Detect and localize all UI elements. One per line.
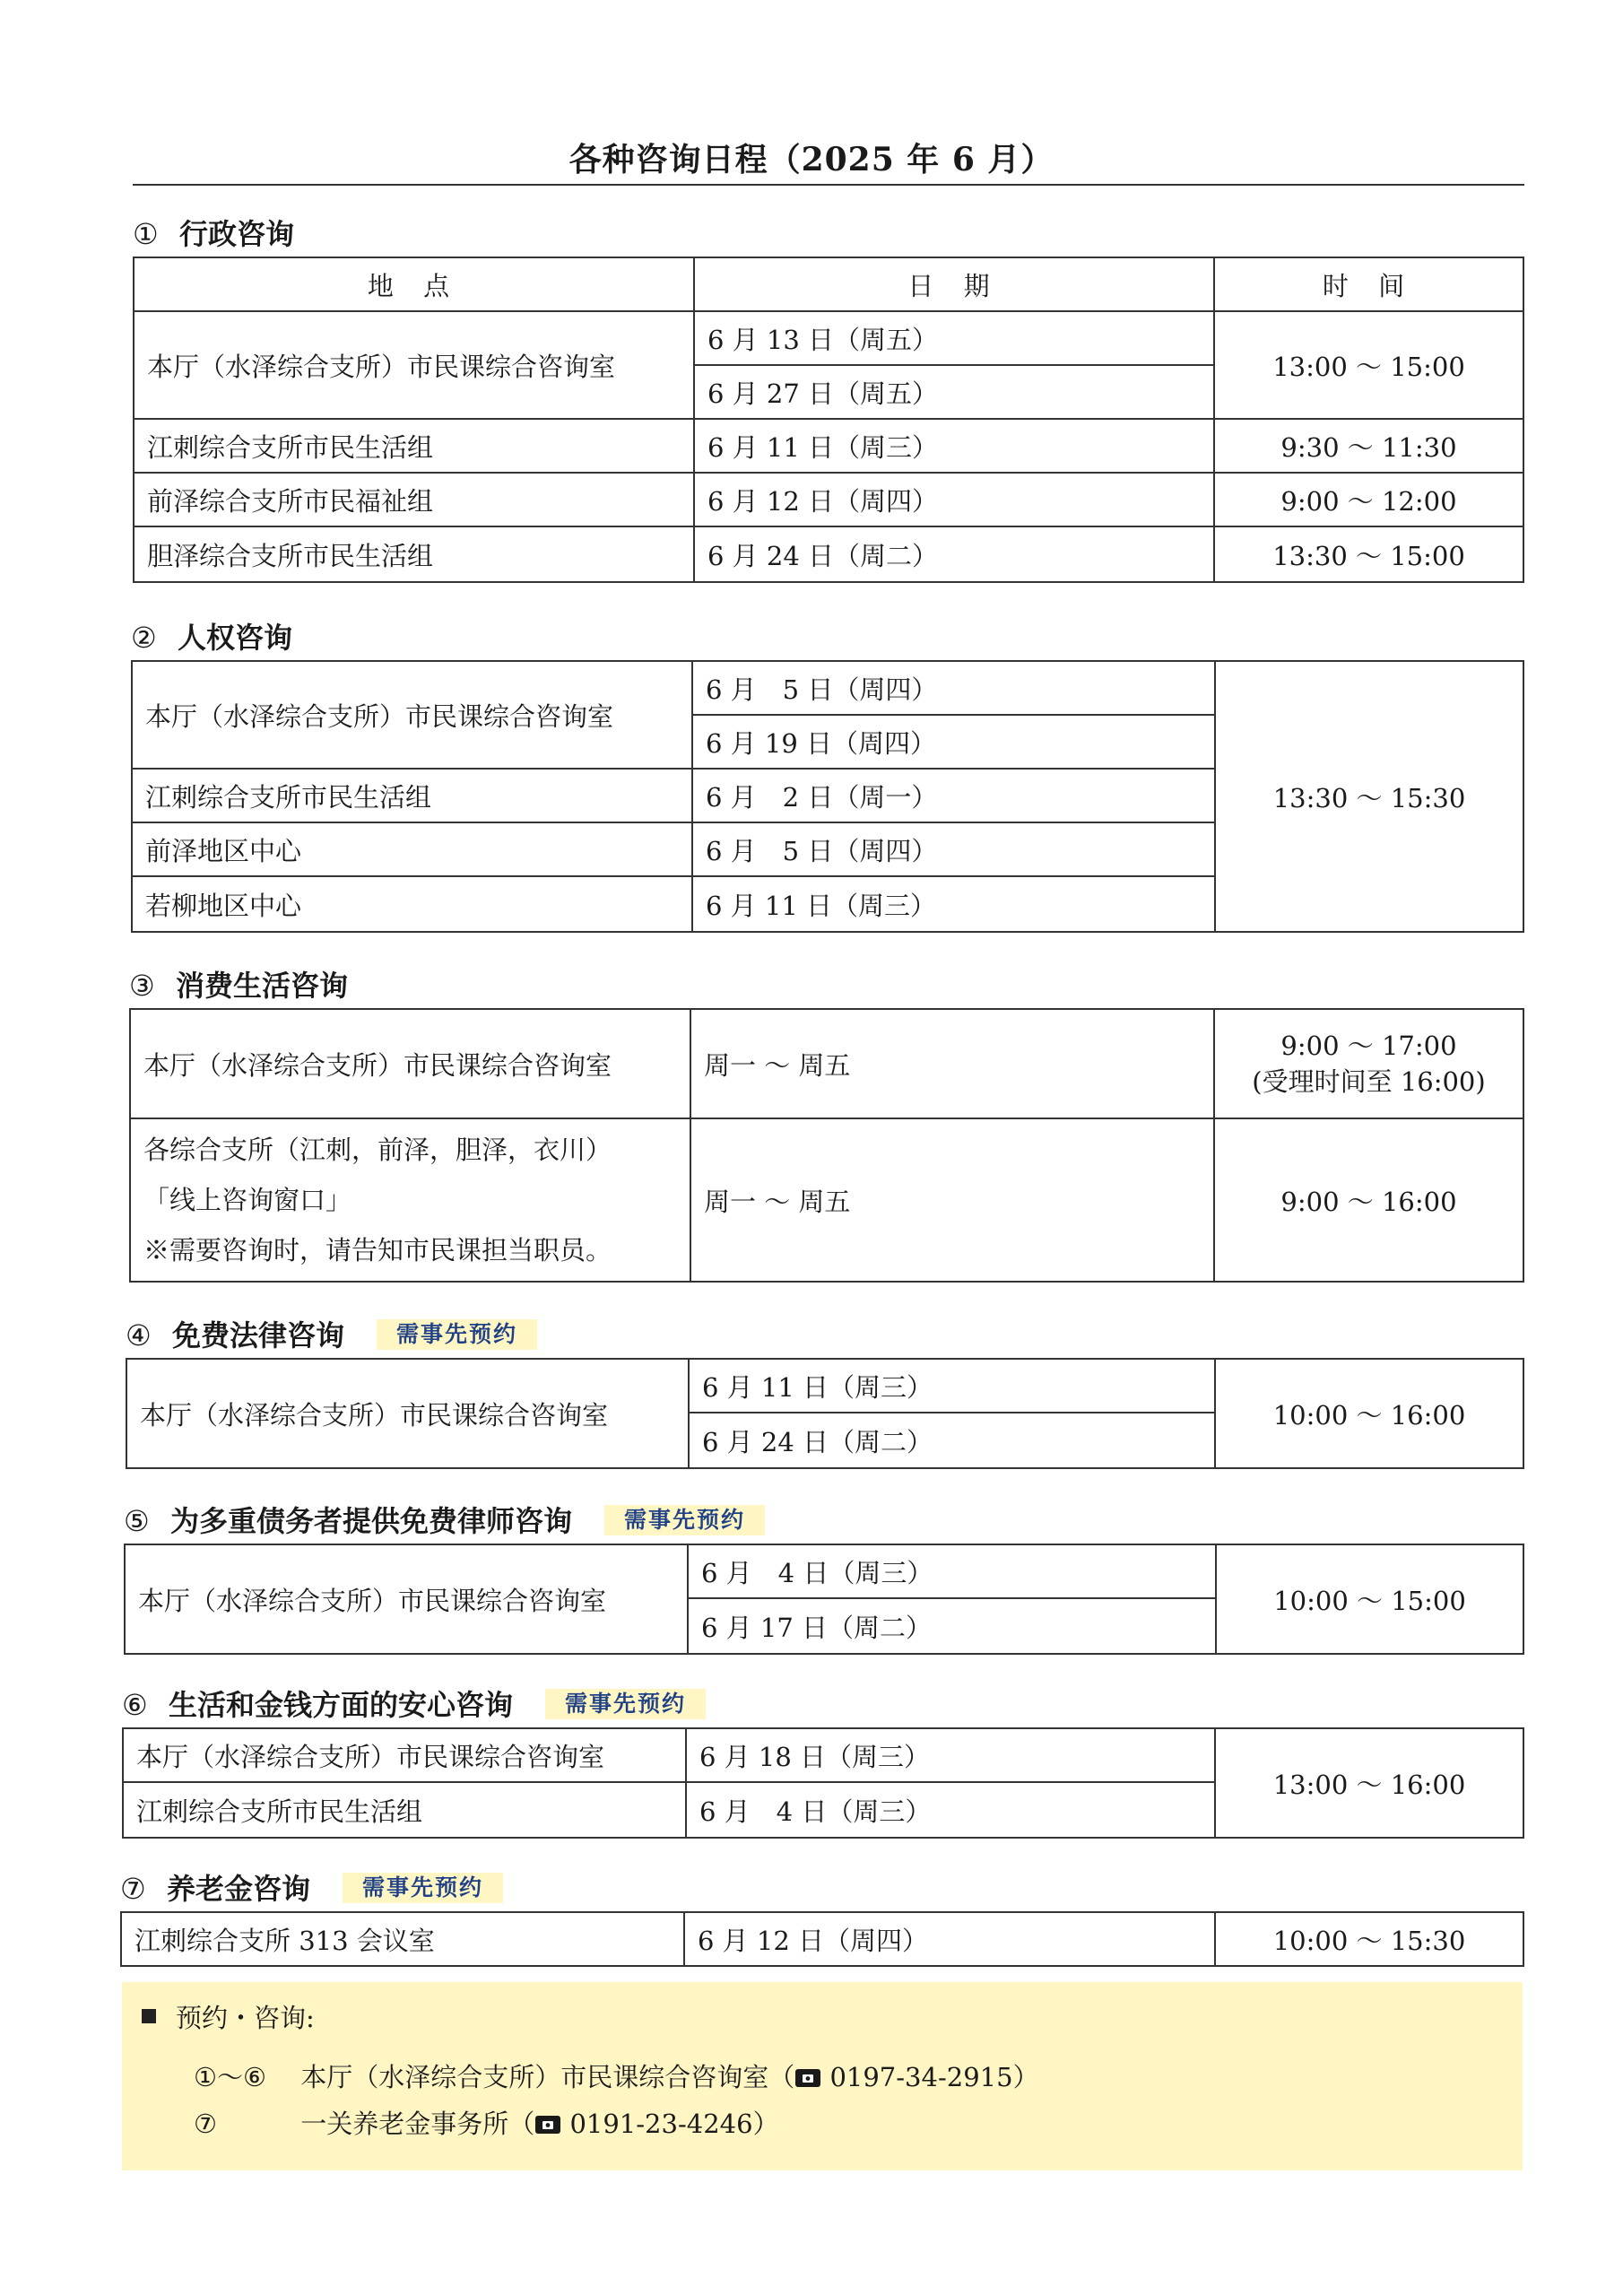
- section-title: 养老金咨询: [167, 1872, 311, 1906]
- date-cell: 6 月 19 日（周四）: [692, 715, 1215, 769]
- section-number: ⑥: [122, 1688, 148, 1722]
- time-cell: 9:00 ～ 12:00: [1214, 473, 1523, 526]
- time-cell: 10:00 ～ 16:00: [1215, 1359, 1523, 1468]
- contact-scope: ⑦: [194, 2109, 217, 2139]
- date-cell: 6 月 24 日（周二）: [694, 526, 1214, 582]
- time-cell: 13:00 ～ 15:00: [1214, 311, 1523, 419]
- date-cell: 6 月 13 日（周五）: [694, 311, 1214, 365]
- section-heading: [124, 1499, 1524, 1544]
- phone-icon: [534, 2115, 561, 2135]
- time-cell: 13:30 ～ 15:00: [1214, 526, 1523, 582]
- section-5: [124, 1499, 1524, 1655]
- schedule-table: [129, 1008, 1524, 1283]
- time-value: 9:00 ～ 17:00: [1280, 1031, 1457, 1061]
- reservation-badge: 需事先预约: [377, 1319, 537, 1350]
- time-cell: 10:00 ～ 15:30: [1215, 1912, 1523, 1966]
- contact-phone: 0197-34-2915: [829, 2062, 1013, 2092]
- date-cell: 6 月 11 日（周三）: [692, 876, 1215, 932]
- section-7: [120, 1866, 1524, 1967]
- date-cell: 周一 ～ 周五: [690, 1009, 1214, 1118]
- section-title: 人权咨询: [178, 621, 293, 655]
- contact-heading-text: 预约・咨询:: [176, 2003, 315, 2033]
- section-title: 行政咨询: [179, 217, 295, 251]
- place-cell: 江刺综合支所市民生活组: [134, 419, 694, 473]
- contact-heading: [142, 1998, 315, 2035]
- place-cell: [130, 1118, 690, 1282]
- square-bullet-icon: [142, 2009, 156, 2023]
- place-cell: 本厅（水泽综合支所）市民课综合咨询室: [126, 1359, 689, 1468]
- time-note: (受理时间至 16:00): [1252, 1066, 1486, 1097]
- section-number: ⑦: [120, 1872, 146, 1906]
- section-6: [122, 1683, 1524, 1839]
- section-1: [133, 212, 1524, 583]
- place-cell: 本厅（水泽综合支所）市民课综合咨询室: [125, 1544, 688, 1654]
- section-3: [129, 963, 1524, 1283]
- date-cell: 6 月 5 日（周四）: [692, 661, 1215, 715]
- time-cell: [1214, 1009, 1523, 1118]
- place-line: 「线上咨询窗口」: [143, 1185, 352, 1215]
- contact-line-2: [194, 2104, 779, 2141]
- contact-office: 本厅（水泽综合支所）市民课综合咨询室（: [300, 2062, 795, 2092]
- title-divider: [133, 184, 1524, 186]
- time-cell: 10:00 ～ 15:00: [1216, 1544, 1523, 1654]
- date-cell: 6 月 18 日（周三）: [686, 1728, 1215, 1782]
- section-title: 消费生活咨询: [176, 969, 349, 1003]
- place-cell: 江刺综合支所 313 会议室: [121, 1912, 684, 1966]
- place-cell: 胆泽综合支所市民生活组: [134, 526, 694, 582]
- date-cell: 6 月 11 日（周三）: [689, 1359, 1215, 1413]
- section-heading: [120, 1866, 1524, 1911]
- date-cell: 周一 ～ 周五: [690, 1118, 1214, 1282]
- reservation-badge: 需事先预约: [604, 1505, 765, 1535]
- phone-icon: [794, 2068, 821, 2088]
- place-line: 各综合支所（江刺，前泽，胆泽，衣川）: [143, 1135, 612, 1165]
- schedule-table: [122, 1727, 1524, 1839]
- schedule-table: [126, 1358, 1524, 1469]
- schedule-table: [120, 1911, 1524, 1967]
- date-cell: 6 月 11 日（周三）: [694, 419, 1214, 473]
- section-number: ①: [133, 217, 159, 251]
- date-cell: 6 月 24 日（周二）: [689, 1413, 1215, 1468]
- section-number: ②: [131, 621, 157, 655]
- place-note: ※需要咨询时，请告知市民课担当职员。: [143, 1235, 612, 1265]
- contact-box: [122, 1982, 1523, 2170]
- place-cell: 本厅（水泽综合支所）市民课综合咨询室: [130, 1009, 690, 1118]
- place-cell: 前泽综合支所市民福祉组: [134, 473, 694, 526]
- section-number: ⑤: [124, 1504, 150, 1538]
- header-place: 地 点: [134, 257, 694, 311]
- schedule-table: [131, 660, 1524, 933]
- date-cell: 6 月 27 日（周五）: [694, 365, 1214, 419]
- reservation-badge: 需事先预约: [545, 1689, 706, 1719]
- place-cell: 本厅（水泽综合支所）市民课综合咨询室: [123, 1728, 686, 1782]
- date-cell: 6 月 12 日（周四）: [694, 473, 1214, 526]
- section-title: 生活和金钱方面的安心咨询: [169, 1688, 514, 1722]
- date-cell: 6 月 12 日（周四）: [684, 1912, 1215, 1966]
- section-number: ③: [129, 969, 155, 1003]
- contact-close: ）: [1012, 2062, 1039, 2092]
- page-title: 各种咨询日程（2025 年 6 月）: [568, 141, 1055, 178]
- date-cell: 6 月 17 日（周二）: [688, 1598, 1216, 1654]
- schedule-table: [133, 257, 1524, 583]
- section-title: 免费法律咨询: [172, 1318, 345, 1352]
- time-cell: 9:00 ～ 16:00: [1214, 1118, 1523, 1282]
- place-cell: 若柳地区中心: [132, 876, 692, 932]
- section-4: [126, 1313, 1524, 1469]
- header-date: 日 期: [694, 257, 1214, 311]
- header-time: 时 间: [1214, 257, 1523, 311]
- place-cell: 江刺综合支所市民生活组: [132, 769, 692, 822]
- date-cell: 6 月 4 日（周三）: [686, 1782, 1215, 1838]
- section-heading: [126, 1313, 1524, 1358]
- contact-scope: ①～⑥: [194, 2062, 266, 2092]
- contact-phone: 0191-23-4246: [569, 2109, 753, 2139]
- section-heading: [129, 963, 1524, 1008]
- contact-close: ）: [752, 2109, 779, 2139]
- section-heading: [131, 615, 1524, 660]
- time-cell: 13:00 ～ 16:00: [1215, 1728, 1523, 1838]
- contact-line-1: [194, 2057, 1039, 2094]
- section-2: [131, 615, 1524, 933]
- place-cell: 江刺综合支所市民生活组: [123, 1782, 686, 1838]
- section-title: 为多重债务者提供免费律师咨询: [170, 1504, 573, 1538]
- schedule-table: [124, 1544, 1524, 1655]
- date-cell: 6 月 4 日（周三）: [688, 1544, 1216, 1598]
- place-cell: 本厅（水泽综合支所）市民课综合咨询室: [134, 311, 694, 419]
- section-heading: [122, 1683, 1524, 1727]
- section-number: ④: [126, 1318, 152, 1352]
- contact-office: 一关养老金事务所（: [300, 2109, 535, 2139]
- reservation-badge: 需事先预约: [343, 1873, 503, 1903]
- date-cell: 6 月 5 日（周四）: [692, 822, 1215, 876]
- time-cell: 13:30 ～ 15:30: [1215, 661, 1523, 932]
- place-cell: 本厅（水泽综合支所）市民课综合咨询室: [132, 661, 692, 769]
- date-cell: 6 月 2 日（周一）: [692, 769, 1215, 822]
- place-cell: 前泽地区中心: [132, 822, 692, 876]
- section-heading: [133, 212, 1524, 257]
- time-cell: 9:30 ～ 11:30: [1214, 419, 1523, 473]
